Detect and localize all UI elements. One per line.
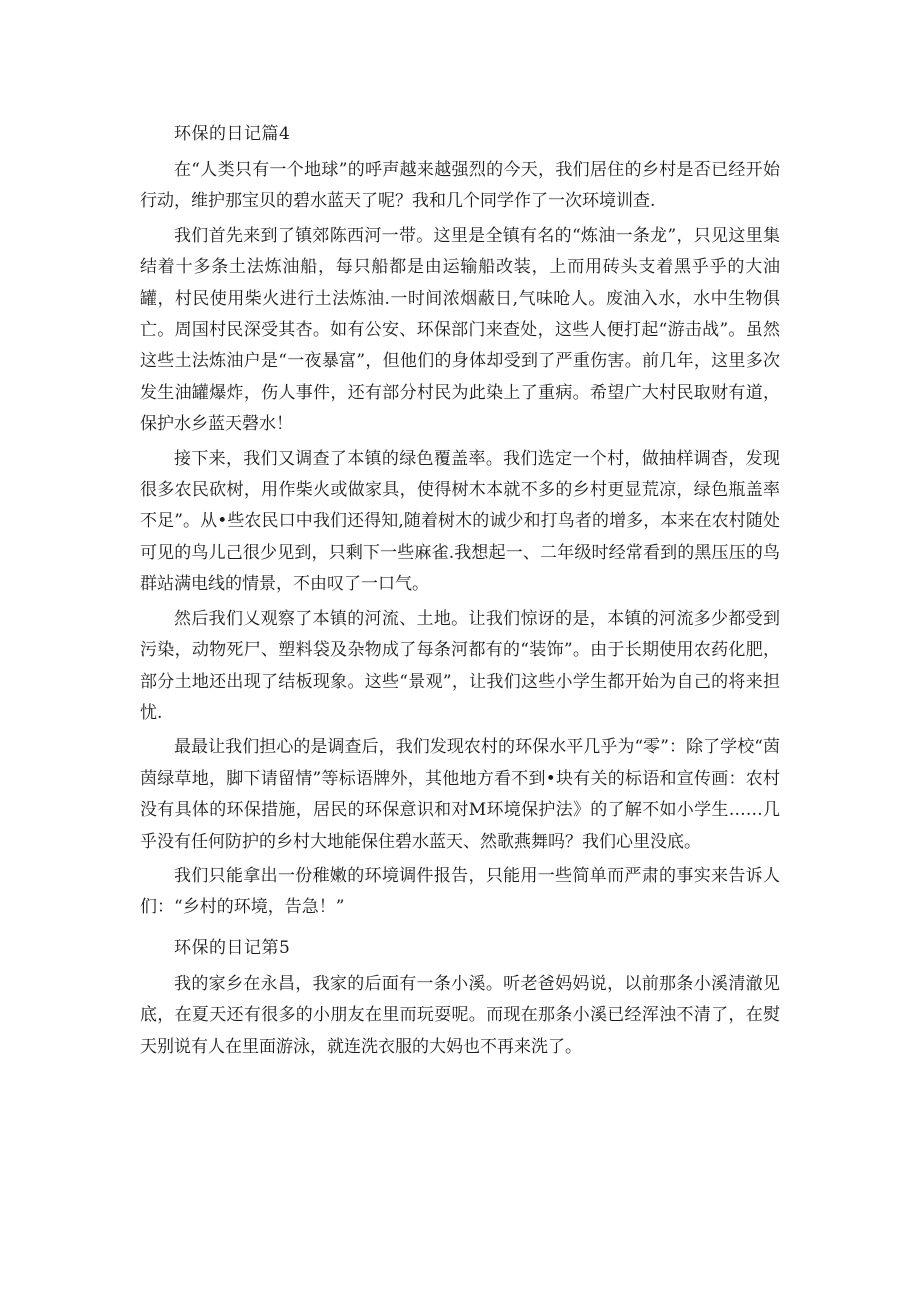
section-heading-5: 环保的日记第5 bbox=[174, 937, 291, 958]
paragraph-4-4: 然后我们乂观察了本镇的河流、土地。让我们惊讶的是，本镇的河流多少都受到污染，动物死尸、塑料袋及杂物成了每条河都有的“装饰”。由于长期使用农药化肥，部分土地还出现了结板现象。这些“景观”，让我们这些小学生都开始为自己的将来担忧. bbox=[140, 608, 780, 723]
section-heading-4: 环保的日记篇4 bbox=[174, 124, 291, 144]
paragraph-4-1: 在“人类只有一个地球”的呼声越来越强烈的今天，我们居住的乡村是否已经开始行动，维护那宝贝的碧水蓝天了呢？我和几个同学作了一次环境训查. bbox=[140, 160, 780, 212]
paragraph-4-3: 接下来，我们又调查了本镇的绿色覆盖率。我们选定一个村，做抽样调杳，发现很多农民砍树，用作柴火或做家具，使得树木本就不多的乡村更显荒凉，绿色瓶盖率不足”。从•些农民口中我们还得知,随着树木的诚少和打鸟者的增多，本来在农村随处可见的鸟儿己很少见到，只剩下一些麻雀.我想起一、二年级时经常看到的黑压压的鸟群站满电线的情景，不由叹了一口气。 bbox=[140, 448, 780, 595]
paragraph-4-6: 我们只能拿出一份稚嫩的环境调件报告，只能用一些简单而严肃的事实来告诉人们：“乡村的环境，告急！” bbox=[140, 865, 780, 918]
paragraph-4-5: 最最让我们担心的是调查后，我们发现农村的环保水平几乎为“零”：除了学校“茵茵绿草地，脚下请留情”等标语牌外，其他地方看不到•块有关的标语和宣传画：农村没有具体的环保措施，居民的环保意识和对M环境保护法》的了解不如小学生……几乎没有任何防护的乡村大地能保住碧水蓝天、然歌燕舞吗？我们心里没底。 bbox=[140, 737, 780, 852]
paragraph-4-2: 我们首先来到了镇郊陈西河一带。这里是全镇有名的“炼油一条龙”，只见这里集结着十多条土法炼油船，每只船都是由运输船改装，上而用砖头支着黑乎乎的大油罐，村民使用柴火进行土法炼油.一时间浓烟蔽日,气味呛人。废油入水，水中生物俱亡。周国村民深受其杏。如有公安、环保部门来查处，这些人便打起“游击战”。虽然这些土法炼油户是“一夜暴富”，但他们的身体却受到了严重伤害。前几年，这里多次发生油罐爆炸，伤人事件，还有部分村民为此染上了重病。希望广大村民取财有道，保护水乡蓝天磬水！ bbox=[140, 225, 780, 435]
paragraph-5-1: 我的家乡在永昌，我家的后面有一条小溪。听老爸妈妈说，以前那条小溪清澈见底，在夏天还有很多的小朋友在里而玩耍呢。而现在那条小溪已经浑浊不清了，在熨天别说有人在里面游泳，就连洗衣服的大妈也不再来洗了。 bbox=[140, 973, 780, 1057]
